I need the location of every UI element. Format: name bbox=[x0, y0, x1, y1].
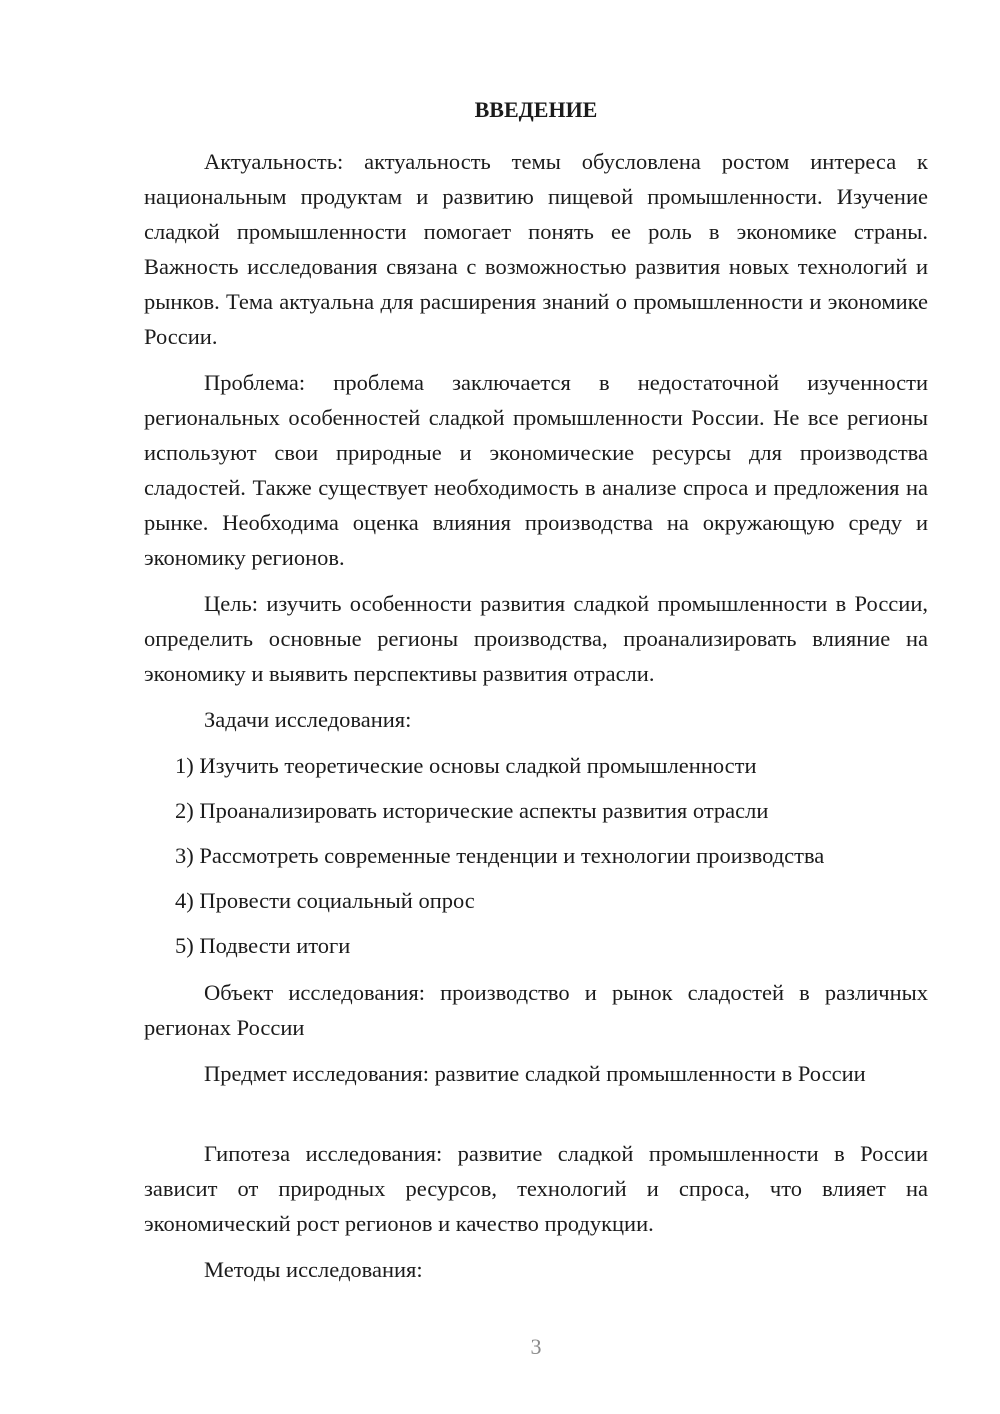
goal-paragraph: Цель: изучить особенности развития сладкой промышленности в России, определить основные регионы производства, проанализировать влияние на экономику и выявить перспективы развития отрасли. bbox=[144, 591, 928, 686]
subject-paragraph: Предмет исследования: развитие сладкой промышленности в России bbox=[204, 1061, 866, 1086]
task-item: 4) Провести социальный опрос bbox=[175, 888, 475, 913]
relevance-paragraph: Актуальность: актуальность темы обусловлена ростом интереса к национальным продуктам и развитию пищевой промышленности. Изучение сладкой промышленности помогает понять ее роль в экономике страны. Важность исследования связана с возможностью развития новых технологий и рынков. Тема актуальна для расширения знаний о промышленности и экономике России. bbox=[144, 149, 928, 349]
object-paragraph: Объект исследования: производство и рынок сладостей в различных регионах России bbox=[144, 980, 928, 1040]
task-item: 1) Изучить теоретические основы сладкой промышленности bbox=[175, 753, 757, 778]
page-number: 3 bbox=[530, 1334, 542, 1359]
problem-paragraph: Проблема: проблема заключается в недостаточной изученности региональных особенностей сладкой промышленности России. Не все регионы используют свои природные и экономические ресурсы для производства сладостей. Также существует необходимость в анализе спроса и предложения на рынке. Необходима оценка влияния производства на окружающую среду и экономику регионов. bbox=[144, 370, 928, 570]
tasks-heading: Задачи исследования: bbox=[204, 707, 412, 732]
task-item: 3) Рассмотреть современные тенденции и технологии производства bbox=[175, 843, 825, 868]
page-title: ВВЕДЕНИЕ bbox=[474, 97, 598, 122]
methods-heading: Методы исследования: bbox=[204, 1257, 423, 1282]
hypothesis-paragraph: Гипотеза исследования: развитие сладкой промышленности в России зависит от природных ресурсов, технологий и спроса, что влияет на экономический рост регионов и качество продукции. bbox=[144, 1141, 928, 1236]
task-item: 5) Подвести итоги bbox=[175, 933, 351, 958]
task-item: 2) Проанализировать исторические аспекты развития отрасли bbox=[175, 798, 769, 823]
